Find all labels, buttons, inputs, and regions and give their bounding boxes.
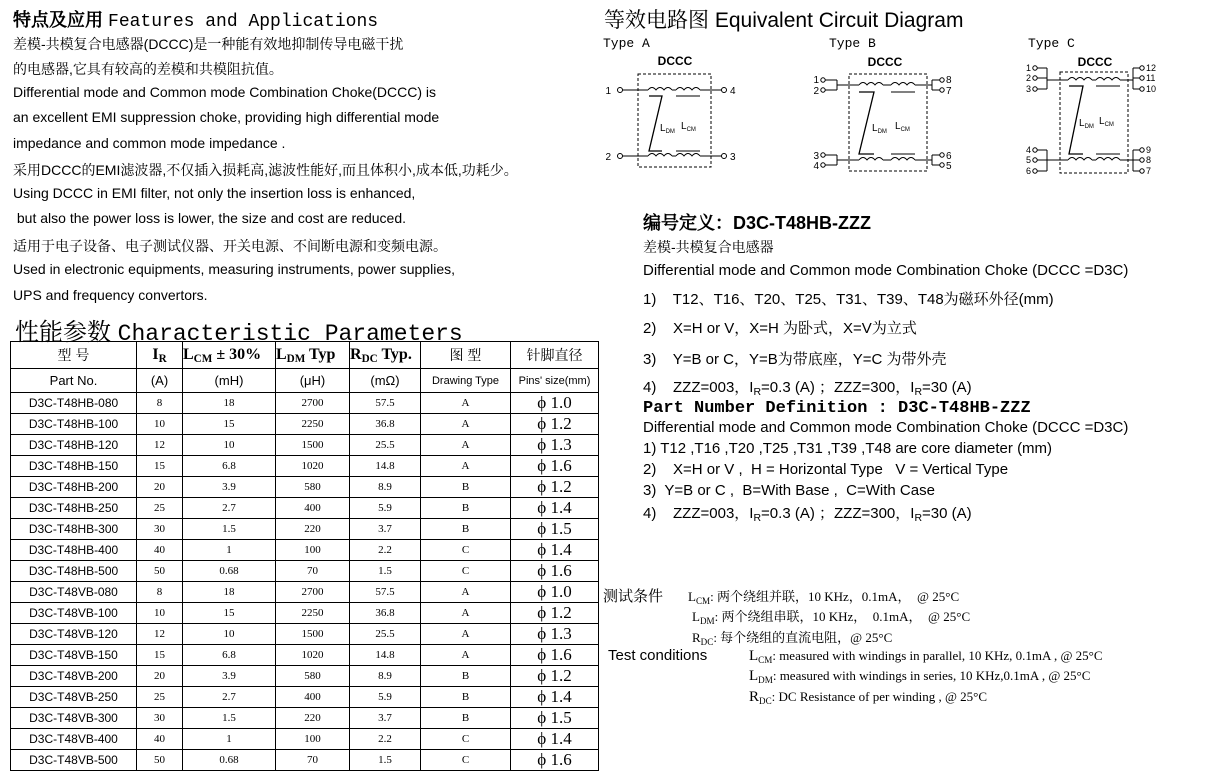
- dccc-label: DCCC: [1077, 55, 1113, 69]
- lcm-cell: 3.9: [183, 477, 276, 498]
- pin-size-cell: ϕ 1.4: [511, 729, 599, 750]
- part-no-cell: D3C-T48HB-150: [11, 456, 137, 477]
- ldm-cell: 2250: [276, 603, 350, 624]
- test-label-en: Test conditions: [608, 647, 708, 664]
- lcm-cell: 2.7: [183, 687, 276, 708]
- ir-cell: 8: [137, 393, 183, 414]
- ldm-cell: 580: [276, 666, 350, 687]
- circuit-title: [604, 4, 963, 34]
- definition-en-item: 3) Y=B or C , B=With Base , C=With Case: [643, 482, 935, 499]
- rdc-cell: 3.7: [350, 519, 421, 540]
- ldm-cell: 580: [276, 477, 350, 498]
- lcm-cell: 0.68: [183, 750, 276, 771]
- lcm-cell: 2.7: [183, 498, 276, 519]
- definition-en-item: 1) T12 ,T16 ,T20 ,T25 ,T31 ,T39 ,T48 are core diameter (mm): [643, 440, 1053, 457]
- drawing-type-cell: B: [421, 687, 511, 708]
- ir-cell: 8: [137, 582, 183, 603]
- circuit-title-en: Equivalent Circuit Diagram: [714, 9, 964, 32]
- definition-cn-line: Differential mode and Common mode Combination Choke (DCCC =D3C): [643, 262, 1129, 279]
- ir-cell: 50: [137, 750, 183, 771]
- terminal: [618, 88, 623, 93]
- test-en-ldm: $L_{DM}$: measured with windings in series, 10 KHz,0.1mA , @ 25°C: [749, 668, 1091, 685]
- table-row: [11, 561, 599, 582]
- rdc-cell: 25.5: [350, 435, 421, 456]
- table-subheader-row: [11, 369, 599, 393]
- ldm-cell: 100: [276, 729, 350, 750]
- pin-label: 1: [1025, 63, 1031, 73]
- rdc-cell: 57.5: [350, 582, 421, 603]
- ldm-cell: 2700: [276, 582, 350, 603]
- subheader-pins-size: Pins' size(mm): [511, 369, 599, 393]
- lcm-cell: 10: [183, 435, 276, 456]
- circuit-type-b: [812, 52, 952, 177]
- lcm-label: $L_{CM}$: [895, 121, 910, 133]
- ldm-cell: 2700: [276, 393, 350, 414]
- params-title-cn: 性能参数: [15, 319, 111, 346]
- drawing-type-cell: A: [421, 582, 511, 603]
- rdc-cell: 1.5: [350, 750, 421, 771]
- pin-label: 8: [946, 75, 952, 86]
- subheader-drawing-type: Drawing Type: [421, 369, 511, 393]
- dccc-label: DCCC: [657, 54, 693, 68]
- pin-label: 3: [813, 151, 819, 162]
- coil-dm: [1068, 78, 1092, 81]
- rdc-cell: 14.8: [350, 645, 421, 666]
- header-pins: 针脚直径: [511, 342, 599, 369]
- table-row: [11, 582, 599, 603]
- ir-cell: 10: [137, 603, 183, 624]
- ldm-cell: 1020: [276, 645, 350, 666]
- lcm-cell: 0.68: [183, 561, 276, 582]
- params-title-en: Characteristic Parameters: [117, 321, 463, 347]
- part-no-cell: D3C-T48HB-400: [11, 540, 137, 561]
- definition-cn-line: 差模-共模复合电感器: [643, 239, 774, 255]
- coil-dm: [1068, 158, 1092, 161]
- pin-size-cell: ϕ 1.6: [511, 645, 599, 666]
- ldm-cell: 1500: [276, 435, 350, 456]
- pin-size-cell: ϕ 1.4: [511, 540, 599, 561]
- part-no-cell: D3C-T48VB-300: [11, 708, 137, 729]
- drawing-type-cell: C: [421, 729, 511, 750]
- header-ir: $I_R$: [137, 342, 183, 369]
- part-no-cell: D3C-T48VB-120: [11, 624, 137, 645]
- coil-cm: [1096, 78, 1120, 81]
- drawing-type-cell: B: [421, 519, 511, 540]
- pin-label: 7: [1146, 166, 1152, 176]
- drawing-type-cell: C: [421, 750, 511, 771]
- lcm-cell: 18: [183, 582, 276, 603]
- lcm-cell: 1.5: [183, 519, 276, 540]
- ir-cell: 50: [137, 561, 183, 582]
- pin-label: 4: [1025, 145, 1031, 155]
- lcm-cell: 15: [183, 603, 276, 624]
- pin-size-cell: ϕ 1.4: [511, 687, 599, 708]
- drawing-type-cell: B: [421, 498, 511, 519]
- lcm-cell: 1.5: [183, 708, 276, 729]
- drawing-type-cell: B: [421, 477, 511, 498]
- coil-cm: [1096, 158, 1120, 161]
- rdc-cell: 8.9: [350, 666, 421, 687]
- ir-cell: 10: [137, 414, 183, 435]
- test-label-cn: 测试条件: [603, 588, 664, 605]
- terminal: [618, 154, 623, 159]
- ldm-cell: 220: [276, 519, 350, 540]
- lcm-cell: 1: [183, 540, 276, 561]
- header-rdc: $R_{DC}$ Typ.: [350, 342, 421, 369]
- ldm-cell: 70: [276, 750, 350, 771]
- pin-label: 4: [813, 161, 819, 172]
- pin-label: 11: [1146, 73, 1156, 83]
- pin-size-cell: ϕ 1.0: [511, 393, 599, 414]
- type-a-label: Type A: [603, 36, 650, 51]
- ldm-cell: 1020: [276, 456, 350, 477]
- ir-cell: 12: [137, 624, 183, 645]
- rdc-cell: 3.7: [350, 708, 421, 729]
- pin-size-cell: ϕ 1.5: [511, 708, 599, 729]
- pin-label: 12: [1146, 63, 1157, 73]
- table-row: [11, 435, 599, 456]
- pin-label: 6: [946, 151, 952, 162]
- ldm-cell: 400: [276, 687, 350, 708]
- ldm-label: $L_{DM}$: [1079, 118, 1094, 130]
- pin-size-cell: ϕ 1.2: [511, 603, 599, 624]
- ir-cell: 25: [137, 687, 183, 708]
- features-line: impedance and common mode impedance .: [13, 135, 286, 151]
- features-title-cn: 特点及应用: [13, 10, 103, 30]
- drawing-type-cell: A: [421, 456, 511, 477]
- drawing-type-cell: A: [421, 603, 511, 624]
- part-no-cell: D3C-T48HB-080: [11, 393, 137, 414]
- ldm-cell: 220: [276, 708, 350, 729]
- ldm-cell: 100: [276, 540, 350, 561]
- pin-label: 3: [730, 152, 736, 163]
- part-no-cell: D3C-T48HB-200: [11, 477, 137, 498]
- drawing-type-cell: A: [421, 393, 511, 414]
- ir-cell: 40: [137, 540, 183, 561]
- coil-dm: [859, 158, 883, 161]
- header-ldm: $L_{DM}$ Typ: [276, 342, 350, 369]
- definition-en-item: 2) X=H or V , H = Horizontal Type V = Vertical Type: [643, 461, 1009, 478]
- lcm-cell: 6.8: [183, 456, 276, 477]
- circuit-title-cn: 等效电路图: [604, 9, 709, 32]
- definition-cn-item: 4) ZZZ=003，$I_R=0.3$ (A) ；ZZZ=300，$I_R=30$ (A): [643, 379, 972, 398]
- features-line: 采用DCCC的EMI滤波器,不仅插入损耗高,滤波性能好,而且体积小,成本低,功耗少。: [13, 162, 518, 178]
- ir-cell: 20: [137, 477, 183, 498]
- ir-cell: 12: [137, 435, 183, 456]
- table-row: [11, 729, 599, 750]
- ir-cell: 40: [137, 729, 183, 750]
- lcm-cell: 15: [183, 414, 276, 435]
- pin-label: 6: [1025, 166, 1031, 176]
- rdc-cell: 25.5: [350, 624, 421, 645]
- terminal: [722, 154, 727, 159]
- table-row: [11, 456, 599, 477]
- features-title: [13, 6, 378, 32]
- ir-cell: 30: [137, 519, 183, 540]
- table-row: [11, 645, 599, 666]
- features-line: 适用于电子设备、电子测试仪器、开关电源、不间断电源和变频电源。: [13, 238, 447, 254]
- part-no-cell: D3C-T48VB-200: [11, 666, 137, 687]
- table-row: [11, 666, 599, 687]
- pin-label: 1: [813, 75, 819, 86]
- pin-label: 2: [1025, 73, 1031, 83]
- features-line: 的电感器,它具有较高的差模和共模阻抗值。: [13, 61, 283, 77]
- drawing-type-cell: A: [421, 624, 511, 645]
- circuit-type-c: [1025, 52, 1165, 182]
- drawing-type-cell: B: [421, 666, 511, 687]
- drawing-type-cell: A: [421, 645, 511, 666]
- table-row: [11, 750, 599, 771]
- coil-cm: [676, 88, 700, 91]
- circuit-type-a: [600, 52, 740, 172]
- rdc-cell: 36.8: [350, 603, 421, 624]
- part-no-cell: D3C-T48HB-500: [11, 561, 137, 582]
- lcm-cell: 1: [183, 729, 276, 750]
- part-no-cell: D3C-T48HB-250: [11, 498, 137, 519]
- features-line: Differential mode and Common mode Combination Choke(DCCC) is: [13, 84, 437, 100]
- header-drawing: 图 型: [421, 342, 511, 369]
- pin-label: 4: [730, 86, 736, 97]
- pin-size-cell: ϕ 1.6: [511, 561, 599, 582]
- rdc-cell: 36.8: [350, 414, 421, 435]
- coil-cm: [891, 83, 915, 86]
- definition-cn-item: 3) Y=B or C，Y=B为带底座，Y=C 为带外壳: [643, 351, 947, 368]
- coil-cm: [676, 154, 700, 157]
- header-model: 型 号: [11, 342, 137, 369]
- ldm-label: $L_{DM}$: [872, 123, 887, 135]
- terminal: [722, 88, 727, 93]
- definition-en-line: Differential mode and Common mode Combination Choke (DCCC =D3C): [643, 419, 1129, 436]
- pin-label: 1: [605, 86, 611, 97]
- features-line: UPS and frequency convertors.: [13, 287, 208, 303]
- pin-label: 5: [1025, 155, 1031, 165]
- test-cn-ldm: $L_{DM}$: 两个绕组串联，10 KHz， 0.1mA， @ 25°C: [692, 609, 971, 626]
- ir-cell: 25: [137, 498, 183, 519]
- dccc-label: DCCC: [867, 55, 903, 69]
- pin-size-cell: ϕ 1.2: [511, 477, 599, 498]
- lcm-cell: 18: [183, 393, 276, 414]
- drawing-type-cell: C: [421, 561, 511, 582]
- part-no-cell: D3C-T48HB-300: [11, 519, 137, 540]
- pin-size-cell: ϕ 1.5: [511, 519, 599, 540]
- pin-label: 3: [1025, 84, 1031, 94]
- lcm-cell: 6.8: [183, 645, 276, 666]
- pin-size-cell: ϕ 1.2: [511, 414, 599, 435]
- pin-label: 5: [946, 161, 952, 172]
- lcm-cell: 3.9: [183, 666, 276, 687]
- definition-cn-item: 2) X=H or V，X=H 为卧式，X=V为立式: [643, 320, 917, 337]
- type-c-label: Type C: [1028, 36, 1075, 51]
- drawing-type-cell: C: [421, 540, 511, 561]
- subheader-unit-a: (A): [137, 369, 183, 393]
- table-header-row: [11, 342, 599, 369]
- pin-label: 8: [1146, 155, 1152, 165]
- table-row: [11, 498, 599, 519]
- ldm-cell: 70: [276, 561, 350, 582]
- table-row: [11, 687, 599, 708]
- part-no-cell: D3C-T48VB-100: [11, 603, 137, 624]
- subheader-part-no: Part No.: [11, 369, 137, 393]
- coil-dm: [859, 83, 883, 86]
- definition-cn-title: 编号定义：D3C-T48HB-ZZZ: [643, 213, 871, 233]
- pin-size-cell: ϕ 1.0: [511, 582, 599, 603]
- test-en-rdc: $R_{DC}$: DC Resistance of per winding , @ 25°C: [749, 689, 988, 706]
- part-no-cell: D3C-T48HB-100: [11, 414, 137, 435]
- rdc-cell: 2.2: [350, 729, 421, 750]
- drawing-type-cell: B: [421, 708, 511, 729]
- coil-dm: [648, 154, 672, 157]
- table-row: [11, 414, 599, 435]
- header-lcm: $L_{CM} \pm 30\%$: [183, 342, 276, 369]
- table-row: [11, 519, 599, 540]
- table-row: [11, 624, 599, 645]
- pin-label: 2: [605, 152, 611, 163]
- type-b-label: Type B: [829, 36, 876, 51]
- ldm-label: $L_{DM}$: [660, 123, 675, 135]
- pin-label: 7: [946, 86, 952, 97]
- definition-en-title: Part Number Definition : D3C-T48HB-ZZZ: [643, 399, 1031, 418]
- pin-label: 10: [1146, 84, 1157, 94]
- lcm-label: $L_{CM}$: [681, 121, 696, 133]
- test-cn-rdc: $R_{DC}$: 每个绕组的直流电阻，@ 25°C: [692, 630, 893, 647]
- part-no-cell: D3C-T48VB-400: [11, 729, 137, 750]
- coil-cm: [891, 158, 915, 161]
- pin-size-cell: ϕ 1.3: [511, 624, 599, 645]
- part-no-cell: D3C-T48VB-500: [11, 750, 137, 771]
- pin-size-cell: ϕ 1.3: [511, 435, 599, 456]
- table-row: [11, 393, 599, 414]
- lcm-label: $L_{CM}$: [1099, 116, 1114, 128]
- ir-cell: 15: [137, 645, 183, 666]
- features-line: an excellent EMI suppression choke, providing high differential mode: [13, 109, 440, 125]
- subheader-unit-mh: (mH): [183, 369, 276, 393]
- rdc-cell: 1.5: [350, 561, 421, 582]
- features-line: Using DCCC in EMI filter, not only the insertion loss is enhanced,: [13, 185, 416, 201]
- subheader-unit-uh: (μH): [276, 369, 350, 393]
- pin-size-cell: ϕ 1.6: [511, 750, 599, 771]
- subheader-unit-mohm: (mΩ): [350, 369, 421, 393]
- rdc-cell: 57.5: [350, 393, 421, 414]
- table-row: [11, 477, 599, 498]
- pin-size-cell: ϕ 1.4: [511, 498, 599, 519]
- definition-cn-item: 1) T12、T16、T20、T25、T31、T39、T48为磁环外径(mm): [643, 291, 1054, 308]
- rdc-cell: 14.8: [350, 456, 421, 477]
- parameters-table: [10, 341, 599, 771]
- test-en-lcm: $L_{CM}$: measured with windings in parallel, 10 KHz, 0.1mA , @ 25°C: [749, 648, 1103, 665]
- table-row: [11, 708, 599, 729]
- pin-label: 2: [813, 86, 819, 97]
- ir-cell: 15: [137, 456, 183, 477]
- coil-dm: [648, 88, 672, 91]
- rdc-cell: 2.2: [350, 540, 421, 561]
- dccc-box: [638, 74, 711, 167]
- pin-size-cell: ϕ 1.2: [511, 666, 599, 687]
- part-no-cell: D3C-T48VB-250: [11, 687, 137, 708]
- ldm-cell: 1500: [276, 624, 350, 645]
- rdc-cell: 5.9: [350, 687, 421, 708]
- drawing-type-cell: A: [421, 435, 511, 456]
- rdc-cell: 5.9: [350, 498, 421, 519]
- features-line: 差模-共模复合电感器(DCCC)是一种能有效地抑制传导电磁干扰: [13, 36, 404, 52]
- test-cn-lcm: $L_{CM}$: 两个绕组并联，10 KHz，0.1mA， @ 25°C: [688, 589, 960, 606]
- pin-label: 9: [1146, 145, 1152, 155]
- rdc-cell: 8.9: [350, 477, 421, 498]
- part-no-cell: D3C-T48VB-080: [11, 582, 137, 603]
- definition-en-item: 4) ZZZ=003，$I_R=0.3$ (A) ；ZZZ=300，$I_R=30$ (A): [643, 505, 972, 524]
- drawing-type-cell: A: [421, 414, 511, 435]
- ldm-cell: 400: [276, 498, 350, 519]
- lcm-cell: 10: [183, 624, 276, 645]
- pin-size-cell: ϕ 1.6: [511, 456, 599, 477]
- features-title-en: Features and Applications: [108, 12, 379, 32]
- ir-cell: 20: [137, 666, 183, 687]
- dccc-box: [849, 74, 927, 171]
- features-line: Used in electronic equipments, measuring instruments, power supplies,: [13, 261, 455, 277]
- table-row: [11, 603, 599, 624]
- features-line: but also the power loss is lower, the size and cost are reduced.: [13, 210, 406, 226]
- part-no-cell: D3C-T48VB-150: [11, 645, 137, 666]
- table-row: [11, 540, 599, 561]
- ldm-cell: 2250: [276, 414, 350, 435]
- part-no-cell: D3C-T48HB-120: [11, 435, 137, 456]
- ir-cell: 30: [137, 708, 183, 729]
